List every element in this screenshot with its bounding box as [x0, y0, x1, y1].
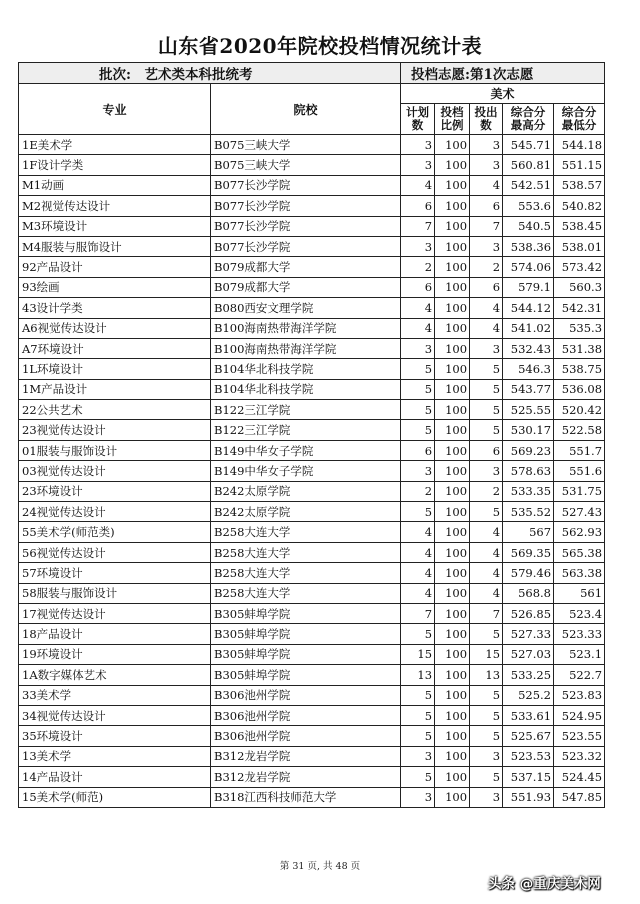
admitted-cell: 5	[470, 400, 503, 420]
admitted-cell: 2	[470, 481, 503, 501]
major-cell: 33美术学	[19, 685, 211, 705]
admitted-cell: 2	[470, 257, 503, 277]
table-row	[19, 542, 605, 562]
max-score-cell: 546.3	[503, 359, 554, 379]
min-score-cell: 562.93	[554, 522, 605, 542]
major-cell: 22公共艺术	[19, 400, 211, 420]
admitted-cell: 4	[470, 583, 503, 603]
max-score-cell: 538.36	[503, 236, 554, 256]
plan-cell: 5	[401, 400, 435, 420]
max-score-cell: 578.63	[503, 461, 554, 481]
school-cell: B122三江学院	[211, 400, 401, 420]
column-header-min-score: 综合分 最低分	[554, 104, 605, 135]
min-score-cell: 523.32	[554, 746, 605, 766]
plan-cell: 6	[401, 277, 435, 297]
max-score-cell: 551.93	[503, 787, 554, 807]
plan-cell: 4	[401, 522, 435, 542]
school-cell: B242太原学院	[211, 481, 401, 501]
column-header-ratio: 投档 比例	[435, 104, 470, 135]
table-row	[19, 257, 605, 277]
min-score-cell: 527.43	[554, 502, 605, 522]
major-cell: 56视觉传达设计	[19, 542, 211, 562]
max-score-cell: 579.46	[503, 563, 554, 583]
table-row	[19, 400, 605, 420]
school-cell: B306池州学院	[211, 685, 401, 705]
school-cell: B312龙岩学院	[211, 746, 401, 766]
min-score-cell: 565.38	[554, 542, 605, 562]
table-row	[19, 522, 605, 542]
ratio-cell: 100	[435, 685, 470, 705]
table-row	[19, 155, 605, 175]
max-score-cell: 543.77	[503, 379, 554, 399]
max-score-cell: 533.35	[503, 481, 554, 501]
page-footer: 第 31 页, 共 48 页	[279, 861, 361, 872]
min-score-cell: 542.31	[554, 298, 605, 318]
school-cell: B305蚌埠学院	[211, 624, 401, 644]
school-cell: B312龙岩学院	[211, 767, 401, 787]
ratio-cell: 100	[435, 277, 470, 297]
ratio-cell: 100	[435, 236, 470, 256]
ratio-cell: 100	[435, 461, 470, 481]
max-score-cell: 545.71	[503, 135, 554, 155]
school-cell: B079成都大学	[211, 257, 401, 277]
max-score-cell: 560.81	[503, 155, 554, 175]
max-score-cell: 527.33	[503, 624, 554, 644]
min-score-cell: 551.7	[554, 440, 605, 460]
plan-cell: 4	[401, 318, 435, 338]
major-cell: 92产品设计	[19, 257, 211, 277]
school-cell: B077长沙学院	[211, 175, 401, 195]
column-header-major: 专业	[19, 84, 211, 135]
table-row	[19, 767, 605, 787]
admitted-cell: 4	[470, 175, 503, 195]
column-header-max-score: 综合分 最高分	[503, 104, 554, 135]
major-cell: 01服装与服饰设计	[19, 440, 211, 460]
max-score-cell: 569.35	[503, 542, 554, 562]
ratio-cell: 100	[435, 175, 470, 195]
ratio-cell: 100	[435, 767, 470, 787]
plan-cell: 7	[401, 216, 435, 236]
min-score-cell: 523.55	[554, 726, 605, 746]
school-cell: B305蚌埠学院	[211, 665, 401, 685]
admitted-cell: 5	[470, 726, 503, 746]
school-cell: B258大连大学	[211, 583, 401, 603]
major-cell: 1F设计学类	[19, 155, 211, 175]
min-score-cell: 561	[554, 583, 605, 603]
major-cell: 1L环境设计	[19, 359, 211, 379]
plan-cell: 3	[401, 135, 435, 155]
school-cell: B305蚌埠学院	[211, 644, 401, 664]
plan-cell: 3	[401, 461, 435, 481]
column-header-admitted: 投出 数	[470, 104, 503, 135]
admitted-cell: 6	[470, 196, 503, 216]
max-score-cell: 568.8	[503, 583, 554, 603]
max-score-cell: 553.6	[503, 196, 554, 216]
table-row	[19, 440, 605, 460]
plan-cell: 4	[401, 563, 435, 583]
column-header-plan: 计划 数	[401, 104, 435, 135]
school-cell: B104华北科技学院	[211, 359, 401, 379]
ratio-cell: 100	[435, 155, 470, 175]
batch-label: 批次: 艺术类本科批统考	[19, 63, 401, 84]
max-score-cell: 533.61	[503, 705, 554, 725]
min-score-cell: 524.95	[554, 705, 605, 725]
major-cell: A6视觉传达设计	[19, 318, 211, 338]
ratio-cell: 100	[435, 379, 470, 399]
max-score-cell: 525.2	[503, 685, 554, 705]
max-score-cell: 530.17	[503, 420, 554, 440]
ratio-cell: 100	[435, 644, 470, 664]
min-score-cell: 523.83	[554, 685, 605, 705]
max-score-cell: 523.53	[503, 746, 554, 766]
school-cell: B318江西科技师范大学	[211, 787, 401, 807]
table-row	[19, 338, 605, 358]
table-row	[19, 359, 605, 379]
plan-cell: 4	[401, 542, 435, 562]
school-cell: B080西安文理学院	[211, 298, 401, 318]
ratio-cell: 100	[435, 440, 470, 460]
admitted-cell: 3	[470, 236, 503, 256]
min-score-cell: 551.15	[554, 155, 605, 175]
major-cell: 43设计学类	[19, 298, 211, 318]
major-cell: 14产品设计	[19, 767, 211, 787]
ratio-cell: 100	[435, 196, 470, 216]
school-cell: B077长沙学院	[211, 216, 401, 236]
admitted-cell: 5	[470, 420, 503, 440]
min-score-cell: 523.1	[554, 644, 605, 664]
admitted-cell: 4	[470, 563, 503, 583]
table-row	[19, 379, 605, 399]
plan-cell: 5	[401, 420, 435, 440]
min-score-cell: 551.6	[554, 461, 605, 481]
major-cell: 23视觉传达设计	[19, 420, 211, 440]
plan-cell: 5	[401, 379, 435, 399]
min-score-cell: 538.57	[554, 175, 605, 195]
table-row	[19, 665, 605, 685]
major-cell: 23环境设计	[19, 481, 211, 501]
min-score-cell: 522.7	[554, 665, 605, 685]
major-cell: 24视觉传达设计	[19, 502, 211, 522]
category-header: 美术	[401, 84, 605, 104]
max-score-cell: 541.02	[503, 318, 554, 338]
ratio-cell: 100	[435, 746, 470, 766]
school-cell: B258大连大学	[211, 563, 401, 583]
admitted-cell: 3	[470, 155, 503, 175]
ratio-cell: 100	[435, 216, 470, 236]
major-cell: 55美术学(师范类)	[19, 522, 211, 542]
admitted-cell: 7	[470, 603, 503, 623]
admitted-cell: 4	[470, 318, 503, 338]
plan-cell: 6	[401, 440, 435, 460]
major-cell: M2视觉传达设计	[19, 196, 211, 216]
min-score-cell: 573.42	[554, 257, 605, 277]
ratio-cell: 100	[435, 257, 470, 277]
max-score-cell: 574.06	[503, 257, 554, 277]
admitted-cell: 6	[470, 277, 503, 297]
school-cell: B122三江学院	[211, 420, 401, 440]
school-cell: B258大连大学	[211, 522, 401, 542]
max-score-cell: 537.15	[503, 767, 554, 787]
admitted-cell: 4	[470, 542, 503, 562]
header-row-top	[19, 84, 605, 104]
admitted-cell: 3	[470, 461, 503, 481]
plan-cell: 13	[401, 665, 435, 685]
ratio-cell: 100	[435, 359, 470, 379]
min-score-cell: 536.08	[554, 379, 605, 399]
plan-cell: 5	[401, 726, 435, 746]
plan-cell: 5	[401, 685, 435, 705]
table-row	[19, 685, 605, 705]
school-cell: B306池州学院	[211, 726, 401, 746]
admitted-cell: 3	[470, 338, 503, 358]
min-score-cell: 520.42	[554, 400, 605, 420]
min-score-cell: 522.58	[554, 420, 605, 440]
min-score-cell: 531.38	[554, 338, 605, 358]
column-header-school: 院校	[211, 84, 401, 135]
admitted-cell: 4	[470, 522, 503, 542]
school-cell: B149中华女子学院	[211, 440, 401, 460]
ratio-cell: 100	[435, 542, 470, 562]
ratio-cell: 100	[435, 502, 470, 522]
major-cell: 18产品设计	[19, 624, 211, 644]
plan-cell: 5	[401, 359, 435, 379]
admitted-cell: 3	[470, 787, 503, 807]
school-cell: B149中华女子学院	[211, 461, 401, 481]
max-score-cell: 533.25	[503, 665, 554, 685]
table-row	[19, 583, 605, 603]
major-cell: 34视觉传达设计	[19, 705, 211, 725]
max-score-cell: 569.23	[503, 440, 554, 460]
admitted-cell: 15	[470, 644, 503, 664]
admitted-cell: 5	[470, 624, 503, 644]
major-cell: 1A数字媒体艺术	[19, 665, 211, 685]
max-score-cell: 525.67	[503, 726, 554, 746]
plan-cell: 6	[401, 196, 435, 216]
admission-table	[18, 62, 605, 808]
ratio-cell: 100	[435, 298, 470, 318]
major-cell: 93绘画	[19, 277, 211, 297]
admitted-cell: 13	[470, 665, 503, 685]
ratio-cell: 100	[435, 624, 470, 644]
school-cell: B258大连大学	[211, 542, 401, 562]
max-score-cell: 540.5	[503, 216, 554, 236]
min-score-cell: 538.01	[554, 236, 605, 256]
min-score-cell: 524.45	[554, 767, 605, 787]
school-cell: B100海南热带海洋学院	[211, 318, 401, 338]
min-score-cell: 523.33	[554, 624, 605, 644]
max-score-cell: 544.12	[503, 298, 554, 318]
plan-cell: 4	[401, 583, 435, 603]
major-cell: 17视觉传达设计	[19, 603, 211, 623]
ratio-cell: 100	[435, 726, 470, 746]
table-row	[19, 787, 605, 807]
ratio-cell: 100	[435, 522, 470, 542]
max-score-cell: 526.85	[503, 603, 554, 623]
table-row	[19, 461, 605, 481]
max-score-cell: 525.55	[503, 400, 554, 420]
plan-cell: 5	[401, 705, 435, 725]
max-score-cell: 567	[503, 522, 554, 542]
admission-round: 投档志愿:第1次志愿	[401, 63, 605, 84]
admitted-cell: 5	[470, 767, 503, 787]
school-cell: B305蚌埠学院	[211, 603, 401, 623]
plan-cell: 3	[401, 236, 435, 256]
table-row	[19, 502, 605, 522]
major-cell: 58服装与服饰设计	[19, 583, 211, 603]
max-score-cell: 532.43	[503, 338, 554, 358]
ratio-cell: 100	[435, 338, 470, 358]
ratio-cell: 100	[435, 563, 470, 583]
watermark: 头条 @重庆美术网	[488, 876, 601, 892]
table-row	[19, 135, 605, 155]
plan-cell: 3	[401, 787, 435, 807]
min-score-cell: 538.45	[554, 216, 605, 236]
min-score-cell: 547.85	[554, 787, 605, 807]
max-score-cell: 579.1	[503, 277, 554, 297]
table-row	[19, 277, 605, 297]
major-cell: A7环境设计	[19, 338, 211, 358]
school-cell: B077长沙学院	[211, 236, 401, 256]
batch-row	[19, 63, 605, 84]
table-row	[19, 216, 605, 236]
ratio-cell: 100	[435, 318, 470, 338]
major-cell: 15美术学(师范)	[19, 787, 211, 807]
table-row	[19, 603, 605, 623]
school-cell: B077长沙学院	[211, 196, 401, 216]
plan-cell: 4	[401, 175, 435, 195]
plan-cell: 7	[401, 603, 435, 623]
admitted-cell: 5	[470, 379, 503, 399]
admitted-cell: 5	[470, 359, 503, 379]
plan-cell: 4	[401, 298, 435, 318]
table-row	[19, 624, 605, 644]
min-score-cell: 523.4	[554, 603, 605, 623]
ratio-cell: 100	[435, 603, 470, 623]
plan-cell: 2	[401, 257, 435, 277]
min-score-cell: 531.75	[554, 481, 605, 501]
min-score-cell: 544.18	[554, 135, 605, 155]
min-score-cell: 538.75	[554, 359, 605, 379]
table-row	[19, 563, 605, 583]
table-row	[19, 236, 605, 256]
plan-cell: 3	[401, 155, 435, 175]
major-cell: M3环境设计	[19, 216, 211, 236]
major-cell: 1E美术学	[19, 135, 211, 155]
admitted-cell: 5	[470, 502, 503, 522]
table-row	[19, 420, 605, 440]
table-row	[19, 481, 605, 501]
major-cell: 35环境设计	[19, 726, 211, 746]
min-score-cell: 560.3	[554, 277, 605, 297]
min-score-cell: 535.3	[554, 318, 605, 338]
school-cell: B079成都大学	[211, 277, 401, 297]
school-cell: B075三峡大学	[211, 155, 401, 175]
ratio-cell: 100	[435, 481, 470, 501]
ratio-cell: 100	[435, 135, 470, 155]
major-cell: M4服装与服饰设计	[19, 236, 211, 256]
table-row	[19, 196, 605, 216]
major-cell: M1动画	[19, 175, 211, 195]
admitted-cell: 4	[470, 298, 503, 318]
table-row	[19, 175, 605, 195]
plan-cell: 5	[401, 624, 435, 644]
school-cell: B075三峡大学	[211, 135, 401, 155]
plan-cell: 2	[401, 481, 435, 501]
plan-cell: 15	[401, 644, 435, 664]
admitted-cell: 3	[470, 746, 503, 766]
max-score-cell: 535.52	[503, 502, 554, 522]
ratio-cell: 100	[435, 420, 470, 440]
table-row	[19, 644, 605, 664]
admitted-cell: 5	[470, 685, 503, 705]
major-cell: 1M产品设计	[19, 379, 211, 399]
school-cell: B100海南热带海洋学院	[211, 338, 401, 358]
ratio-cell: 100	[435, 787, 470, 807]
admitted-cell: 6	[470, 440, 503, 460]
school-cell: B242太原学院	[211, 502, 401, 522]
table-row	[19, 318, 605, 338]
ratio-cell: 100	[435, 705, 470, 725]
plan-cell: 3	[401, 746, 435, 766]
max-score-cell: 542.51	[503, 175, 554, 195]
min-score-cell: 563.38	[554, 563, 605, 583]
ratio-cell: 100	[435, 583, 470, 603]
page-title: 山东省2020年院校投档情况统计表	[157, 34, 483, 58]
admitted-cell: 3	[470, 135, 503, 155]
major-cell: 03视觉传达设计	[19, 461, 211, 481]
table-row	[19, 726, 605, 746]
ratio-cell: 100	[435, 400, 470, 420]
table-row	[19, 705, 605, 725]
plan-cell: 5	[401, 502, 435, 522]
max-score-cell: 527.03	[503, 644, 554, 664]
major-cell: 13美术学	[19, 746, 211, 766]
school-cell: B306池州学院	[211, 705, 401, 725]
table-row	[19, 746, 605, 766]
table-row	[19, 298, 605, 318]
plan-cell: 5	[401, 767, 435, 787]
admitted-cell: 7	[470, 216, 503, 236]
school-cell: B104华北科技学院	[211, 379, 401, 399]
major-cell: 19环境设计	[19, 644, 211, 664]
min-score-cell: 540.82	[554, 196, 605, 216]
ratio-cell: 100	[435, 665, 470, 685]
admitted-cell: 5	[470, 705, 503, 725]
major-cell: 57环境设计	[19, 563, 211, 583]
plan-cell: 3	[401, 338, 435, 358]
